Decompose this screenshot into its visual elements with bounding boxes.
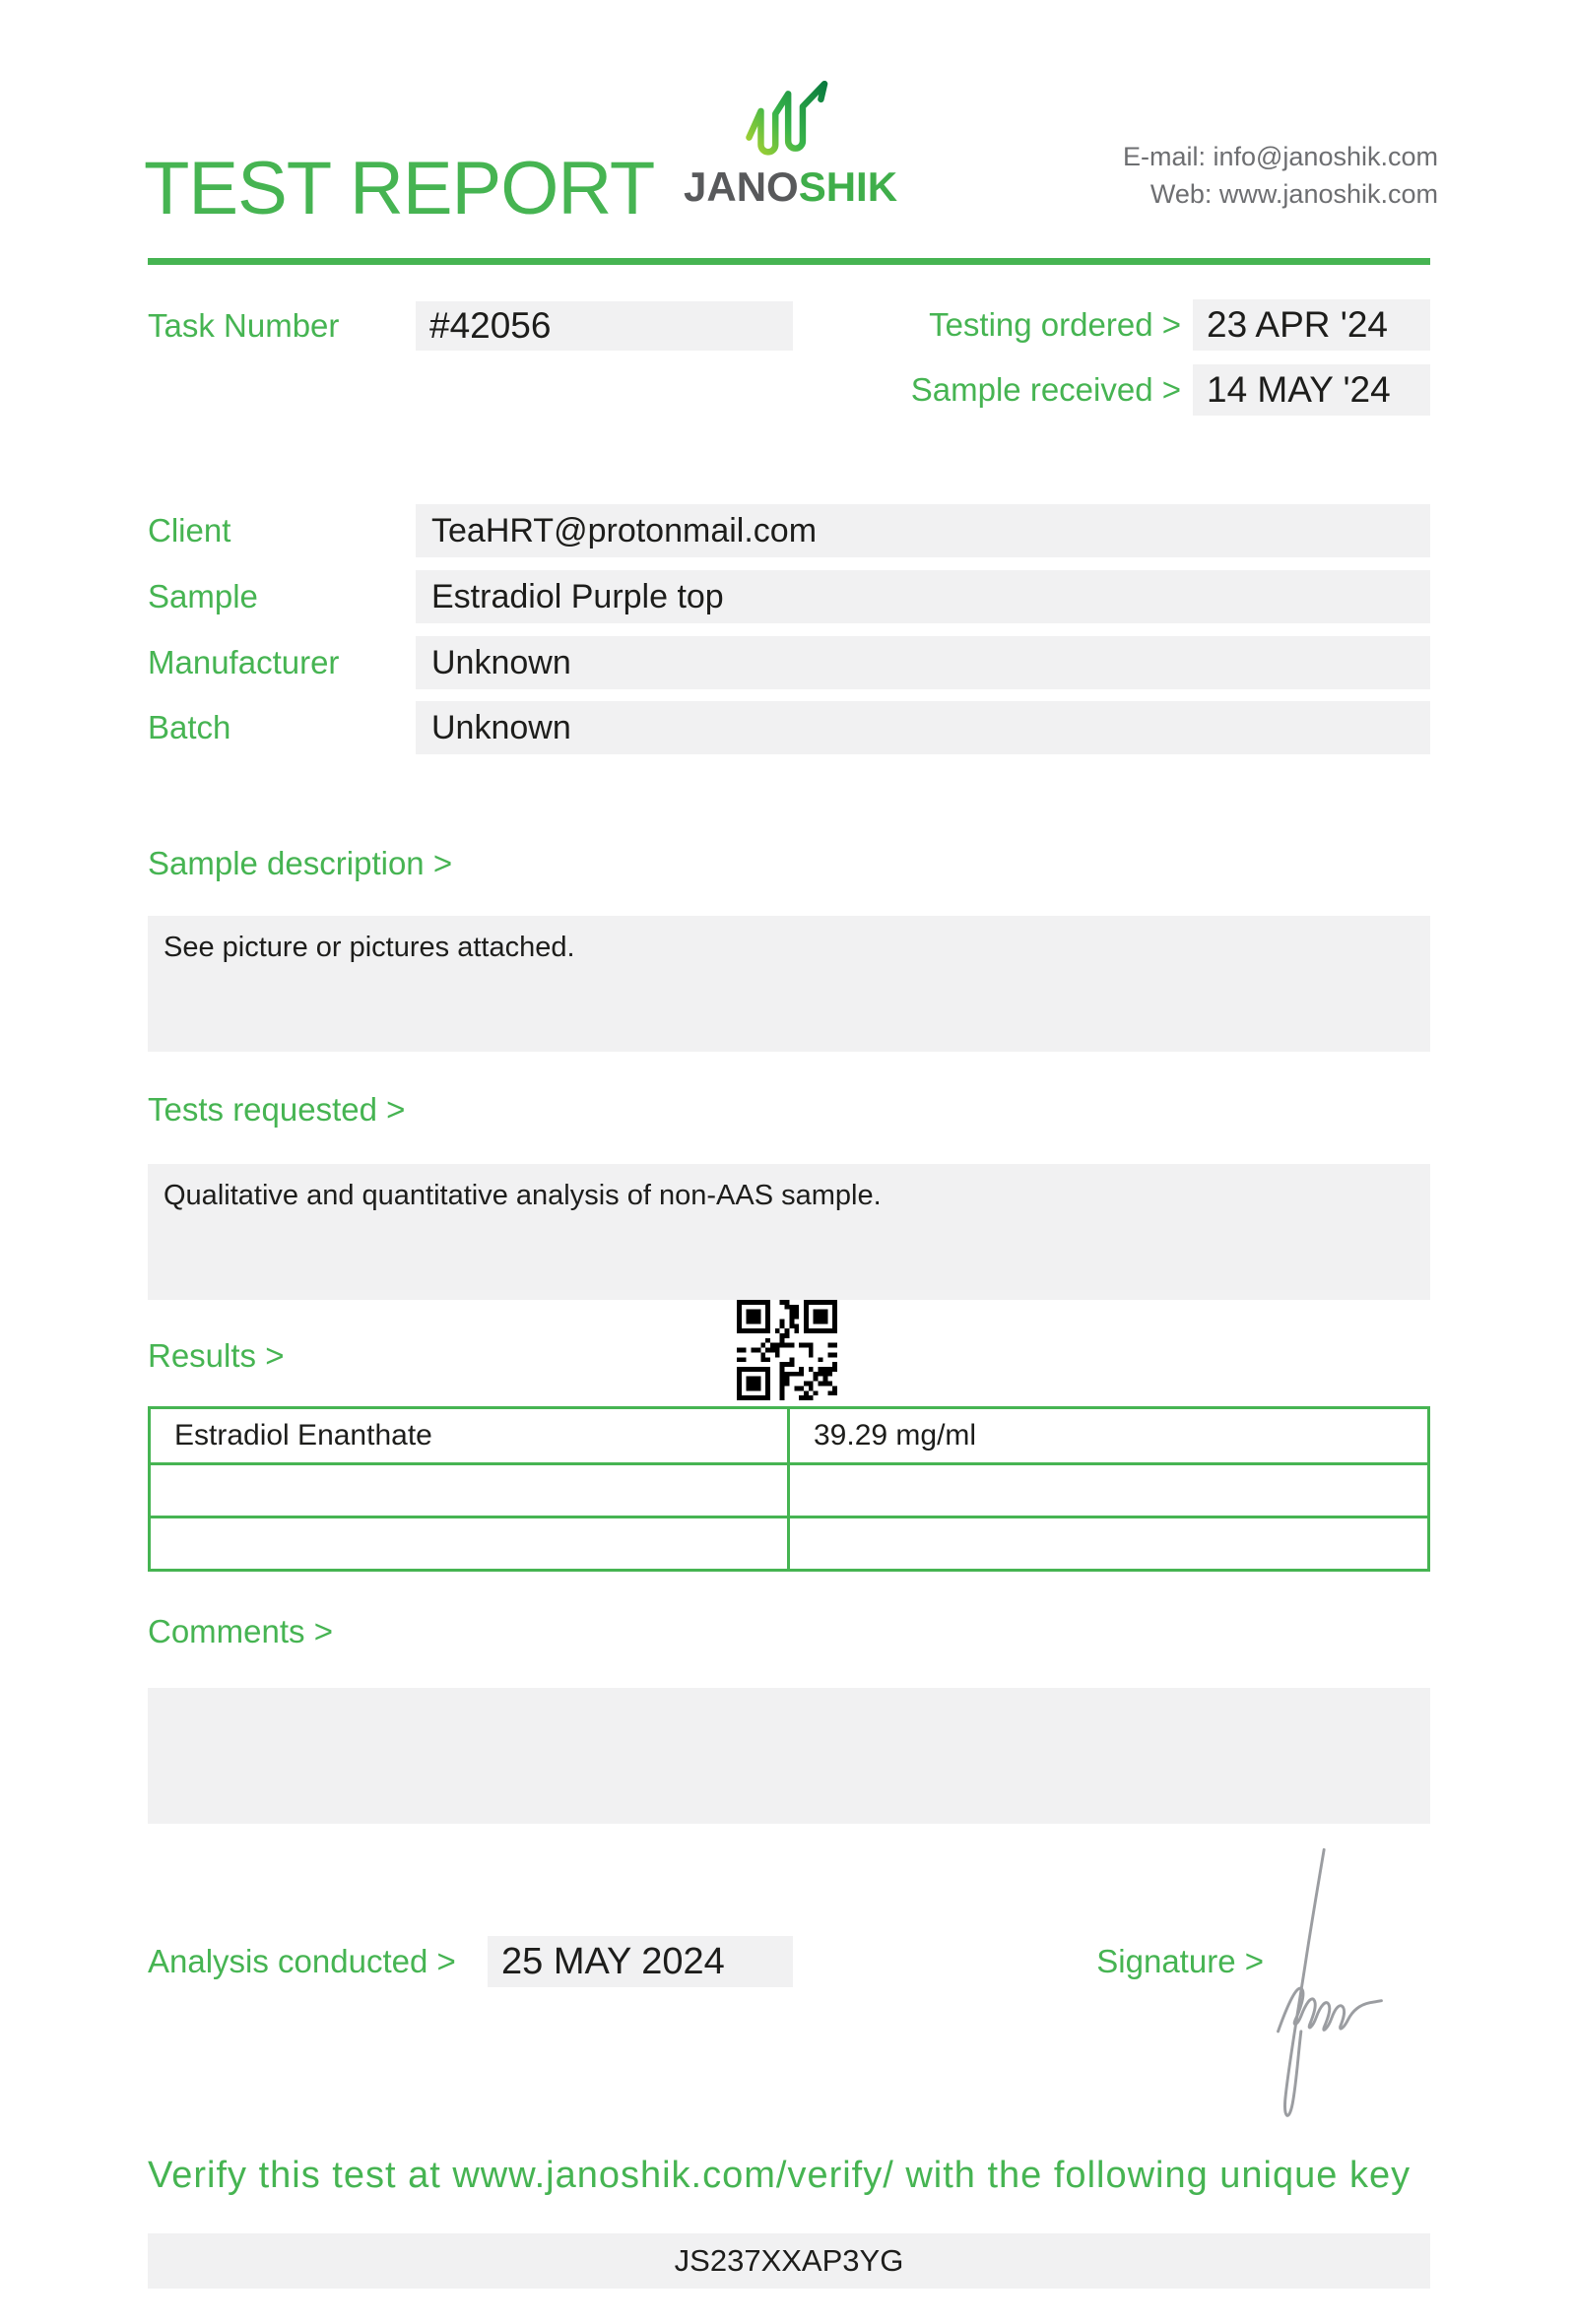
tests-requested-box: Qualitative and quantitative analysis of non-AAS sample.: [148, 1164, 1430, 1300]
result-analyte: [151, 1465, 790, 1516]
results-heading: Results >: [148, 1337, 285, 1374]
signature-label: Signature >: [1096, 1943, 1264, 1979]
page-title: TEST REPORT: [144, 147, 655, 230]
client-value: TeaHRT@protonmail.com: [416, 504, 1430, 557]
results-table: [148, 1406, 1430, 1572]
qr-code: [737, 1300, 837, 1400]
sample-value: Estradiol Purple top: [416, 570, 1430, 623]
sample-description-box: See picture or pictures attached.: [148, 916, 1430, 1052]
verify-instruction: Verify this test at www.janoshik.com/verify/ with the following unique key: [148, 2155, 1412, 2196]
table-row: [151, 1409, 1427, 1462]
testing-ordered-label: Testing ordered >: [929, 306, 1181, 343]
table-row: [151, 1462, 1427, 1516]
tests-requested-heading: Tests requested >: [148, 1091, 406, 1128]
analysis-conducted-label: Analysis conducted >: [148, 1943, 456, 1979]
table-row: [151, 1516, 1427, 1569]
contact-block: [1123, 138, 1438, 213]
sample-description-heading: Sample description >: [148, 845, 453, 881]
unique-key: JS237XXAP3YG: [148, 2233, 1430, 2289]
client-label: Client: [148, 512, 231, 549]
result-value: 39.29 mg/ml: [814, 1419, 977, 1452]
sample-received-date: 14 MAY '24: [1193, 364, 1430, 416]
testing-ordered-date: 23 APR '24: [1193, 299, 1430, 351]
logo-text-shik: SHIK: [798, 163, 898, 210]
contact-web: Web: www.janoshik.com: [1149, 179, 1438, 209]
sample-label: Sample: [148, 578, 258, 614]
batch-label: Batch: [148, 709, 231, 745]
manufacturer-label: Manufacturer: [148, 644, 340, 680]
contact-email: E-mail: info@janoshik.com: [1122, 142, 1438, 171]
task-number-value: #42056: [416, 301, 793, 351]
comments-box: [148, 1688, 1430, 1824]
task-number-label: Task Number: [148, 307, 340, 344]
result-analyte: [151, 1518, 790, 1569]
batch-value: Unknown: [416, 701, 1430, 754]
sample-received-label: Sample received >: [910, 371, 1181, 408]
header-divider: [148, 258, 1430, 265]
analysis-date: 25 MAY 2024: [488, 1936, 793, 1987]
comments-heading: Comments >: [148, 1613, 333, 1649]
result-analyte: Estradiol Enanthate: [151, 1409, 790, 1462]
janoshik-logo: [684, 81, 896, 211]
logo-wordmark: [684, 163, 896, 211]
result-value: [790, 1465, 1427, 1516]
logo-text-jano: JANO: [684, 163, 799, 210]
signature-scribble: [1263, 1843, 1397, 2141]
result-value: [790, 1518, 1427, 1569]
logo-chart-icon: [743, 81, 837, 161]
manufacturer-value: Unknown: [416, 636, 1430, 689]
